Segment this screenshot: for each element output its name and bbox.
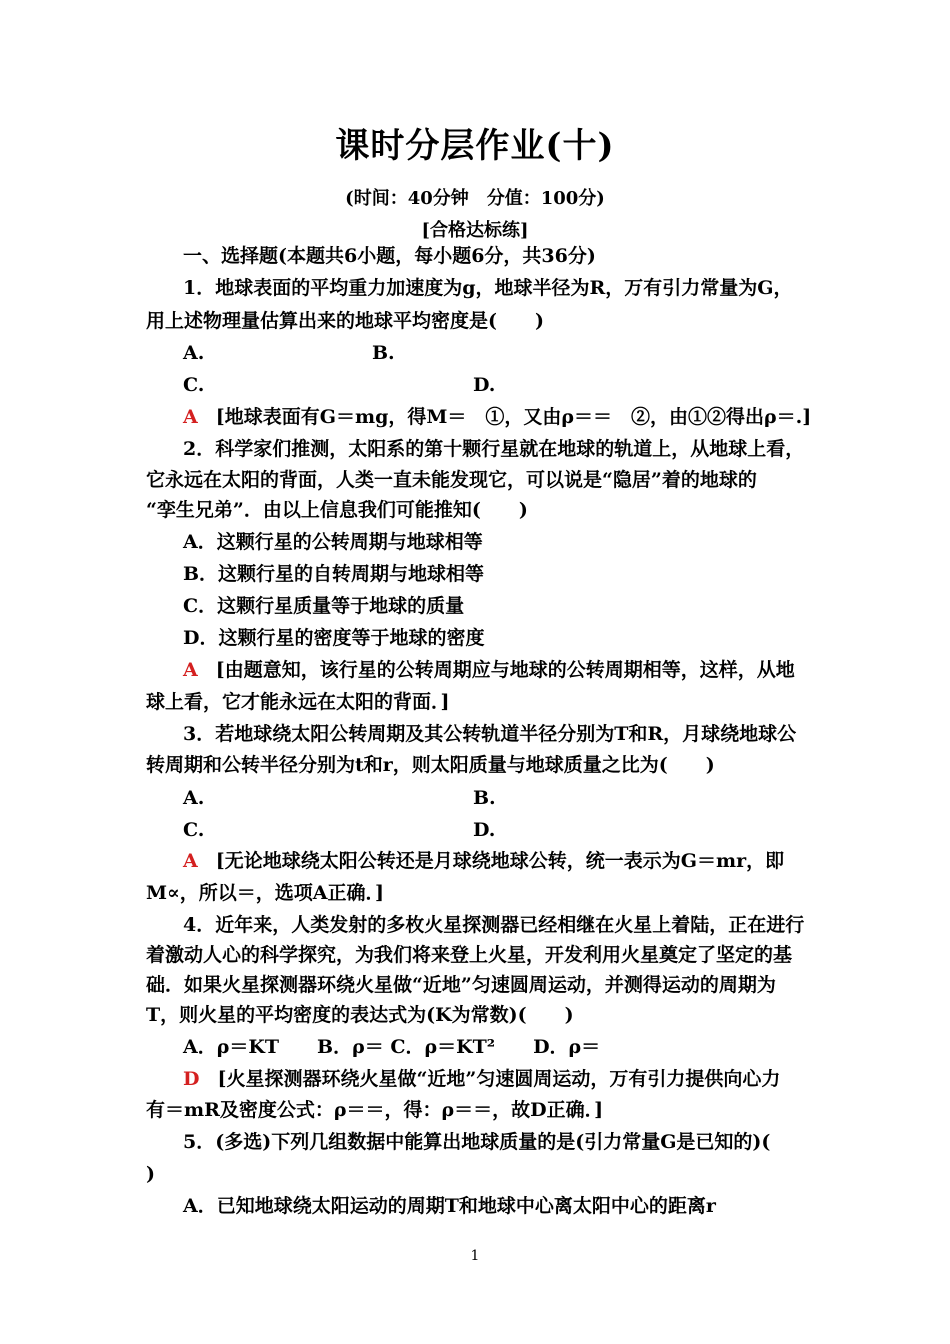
q1-answer-line (183, 405, 811, 429)
q3-option-d: D. (473, 819, 496, 841)
q3-option-c: C. (183, 819, 205, 841)
q2-option-b: B．这颗行星的自转周期与地球相等 (183, 563, 485, 585)
q2-option-d: D．这颗行星的密度等于地球的密度 (183, 627, 485, 649)
q3-explanation-line1: [无论地球绕太阳公转还是月球绕地球公转，统一表示为G＝mr，即 (215, 850, 785, 872)
q1-option-c: C. (183, 374, 205, 396)
q4-stem-line2: 着激动人心的科学探究，为我们将来登上火星，开发利用火星奠定了坚定的基 (146, 944, 793, 966)
q1-option-d: D. (473, 374, 496, 396)
q3-option-a: A. (183, 787, 205, 809)
q3-explanation-line2: M∝，所以＝，选项A正确．] (146, 882, 385, 904)
time-score-info: (时间：40分钟 分值：100分) (345, 188, 605, 209)
q1-stem-line1: 1．地球表面的平均重力加速度为g，地球半径为R，万有引力常量为G， (183, 277, 793, 299)
q4-explanation-line2: 有＝mR及密度公式：ρ＝＝，得：ρ＝＝，故D正确．] (146, 1099, 604, 1121)
page-number: 1 (470, 1248, 480, 1264)
part-heading: 一、选择题(本题共6小题，每小题6分，共36分) (183, 245, 596, 267)
q2-stem-line2: 它永远在太阳的背面，人类一直未能发现它，可以说是“隐居”着的地球的 (146, 469, 757, 491)
q4-answer: D (183, 1068, 200, 1090)
q5-stem-line1: 5．(多选)下列几组数据中能算出地球质量的是(引力常量G是已知的)( (183, 1131, 771, 1153)
q5-stem-line2: ) (146, 1163, 155, 1185)
q2-option-a: A．这颗行星的公转周期与地球相等 (183, 531, 483, 553)
q1-explanation: [地球表面有G＝mg，得M＝ ①，又由ρ＝＝ ②，由①②得出ρ＝.] (215, 406, 812, 428)
q4-explanation-line1: [火星探测器环绕火星做“近地”匀速圆周运动，万有引力提供向心力 (217, 1068, 781, 1090)
q2-option-c: C．这颗行星质量等于地球的质量 (183, 595, 465, 617)
q2-explanation-line2: 球上看，它才能永远在太阳的背面．] (146, 691, 450, 713)
q3-option-b: B. (473, 787, 496, 809)
q2-explanation-line1: [由题意知，该行星的公转周期应与地球的公转周期相等，这样，从地 (215, 659, 795, 681)
q4-stem-line4: T，则火星的平均密度的表达式为(K为常数)( ) (146, 1004, 574, 1026)
q2-stem-line1: 2．科学家们推测，太阳系的第十颗行星就在地球的轨道上，从地球上看， (183, 438, 805, 460)
section-heading: [合格达标练] (421, 220, 529, 241)
page-title: 课时分层作业(十) (335, 126, 615, 166)
q4-options: A．ρ＝KT B．ρ＝ C．ρ＝KT² D．ρ＝ (183, 1036, 601, 1058)
q2-answer: A (183, 659, 198, 681)
q2-answer-line (183, 658, 795, 682)
q5-option-a: A．已知地球绕太阳运动的周期T和地球中心离太阳中心的距离r (183, 1195, 716, 1217)
q4-answer-line (183, 1067, 780, 1091)
q1-answer: A (183, 406, 198, 428)
q1-option-b: B. (372, 342, 395, 364)
q3-stem-line1: 3．若地球绕太阳公转周期及其公转轨道半径分别为T和R，月球绕地球公 (183, 723, 797, 745)
q3-answer: A (183, 850, 198, 872)
q2-stem-line3: “孪生兄弟”．由以上信息我们可能推知( ) (146, 499, 528, 521)
q4-stem-line3: 础．如果火星探测器环绕火星做“近地”匀速圆周运动，并测得运动的周期为 (146, 974, 776, 996)
q3-answer-line (183, 849, 784, 873)
q3-stem-line2: 转周期和公转半径分别为t和r，则太阳质量与地球质量之比为( ) (146, 754, 715, 776)
q1-option-a: A. (183, 342, 205, 364)
q4-stem-line1: 4．近年来，人类发射的多枚火星探测器已经相继在火星上着陆，正在进行 (183, 914, 805, 936)
q1-stem-line2: 用上述物理量估算出来的地球平均密度是( ) (146, 310, 544, 332)
